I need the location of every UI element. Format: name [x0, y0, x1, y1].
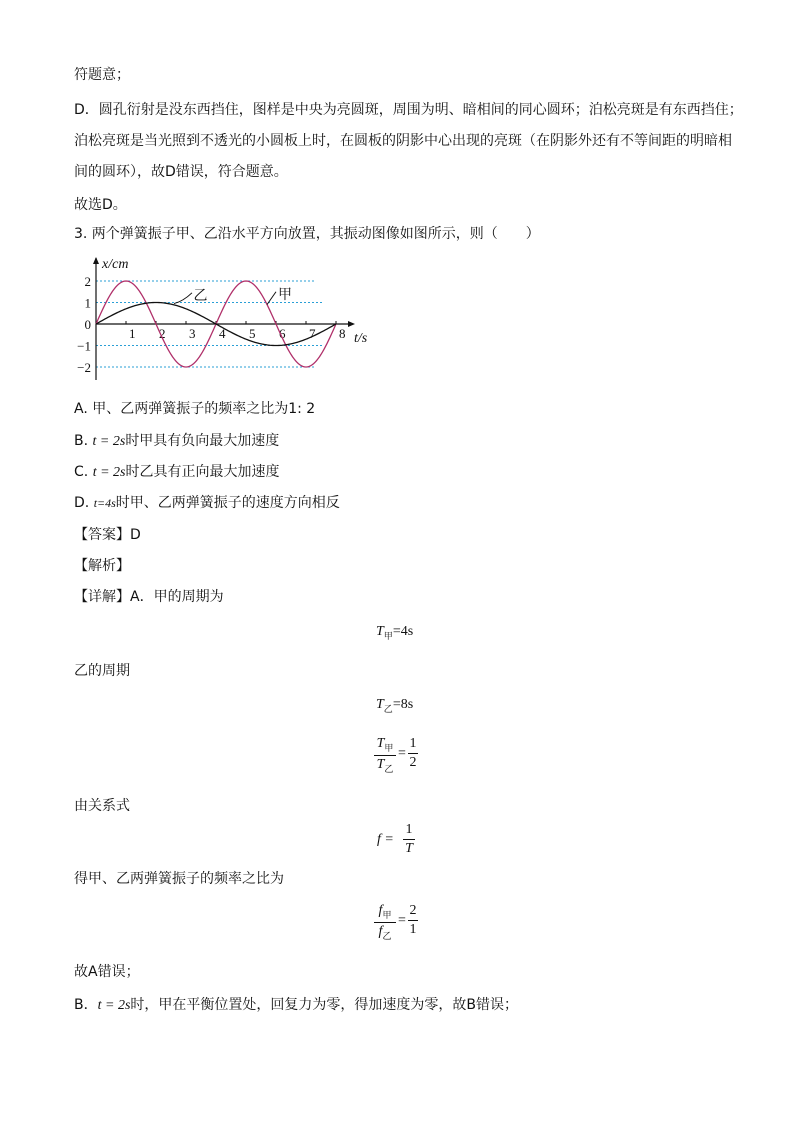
series-label-yi: 乙: [193, 287, 208, 304]
leader-line-yi: [174, 293, 192, 304]
x-axis-arrow: [348, 321, 355, 327]
text-line: D．圆孔衍射是没东西挡住，图样是中央为亮圆斑，周围为明、暗相间的同心圆环；泊松亮斑是有东西挡住；: [74, 102, 743, 118]
leader-line-jia: [267, 292, 276, 305]
detail-heading: 【详解】A．甲的周期为: [74, 589, 224, 605]
text-line: 间的圆环），故D错误，符合题意。: [74, 164, 288, 180]
text-line: 泊松亮斑是当光照到不透光的小圆板上时，在圆板的阴影中心出现的亮斑（在阴影外还有不等间距的明暗相: [74, 133, 732, 149]
option-d: D. t=4s时甲、乙两弹簧振子的速度方向相反: [74, 495, 340, 511]
x-tick-label: 2: [159, 326, 166, 341]
question-3: 3. 两个弹簧振子甲、乙沿水平方向放置，其振动图像如图所示，则（ ）: [74, 226, 540, 242]
text-line: B．t = 2s时，甲在平衡位置处，回复力为零，得加速度为零，故B错误；: [74, 997, 519, 1013]
y-tick-label: 0: [84, 317, 91, 332]
x-tick-label: 1: [129, 326, 136, 341]
x-axis-label: t/s: [354, 331, 368, 346]
text-line: 由关系式: [74, 798, 130, 814]
y-tick-label: 1: [84, 295, 91, 311]
series-label-jia: 甲: [278, 286, 292, 303]
option-b: B. t = 2s时甲具有负向最大加速度: [74, 433, 280, 449]
x-tick-label: 3: [189, 326, 196, 341]
y-tick-label: −2: [77, 360, 91, 375]
answer: 【答案】D: [74, 527, 141, 543]
x-tick-label: 6: [279, 326, 286, 341]
text-line: 得甲、乙两弹簧振子的频率之比为: [74, 871, 284, 887]
formula-period-yi: $T_乙=8s$: [376, 697, 414, 714]
text-line: 故A错误；: [74, 964, 140, 980]
formula-period-jia: $T_甲=4s$: [376, 624, 414, 641]
y-axis-arrow: [93, 257, 99, 264]
y-tick-label: −1: [77, 338, 91, 354]
vibration-graph: [74, 254, 394, 384]
option-c: C. t = 2s时乙具有正向最大加速度: [74, 464, 280, 480]
option-a: A. 甲、乙两弹簧振子的频率之比为1: 2: [74, 401, 316, 417]
text-line: 乙的周期: [74, 663, 130, 679]
analysis-heading: 【解析】: [74, 558, 130, 574]
text-line: 故选D。: [74, 197, 127, 213]
x-tick-label: 4: [219, 326, 226, 341]
x-tick-label: 8: [339, 326, 346, 341]
y-tick-label: 2: [84, 274, 91, 289]
x-tick-label: 5: [249, 326, 256, 341]
text-line: 符题意；: [74, 67, 130, 83]
y-axis-label: x/cm: [102, 257, 129, 272]
x-tick-label: 7: [309, 326, 316, 341]
